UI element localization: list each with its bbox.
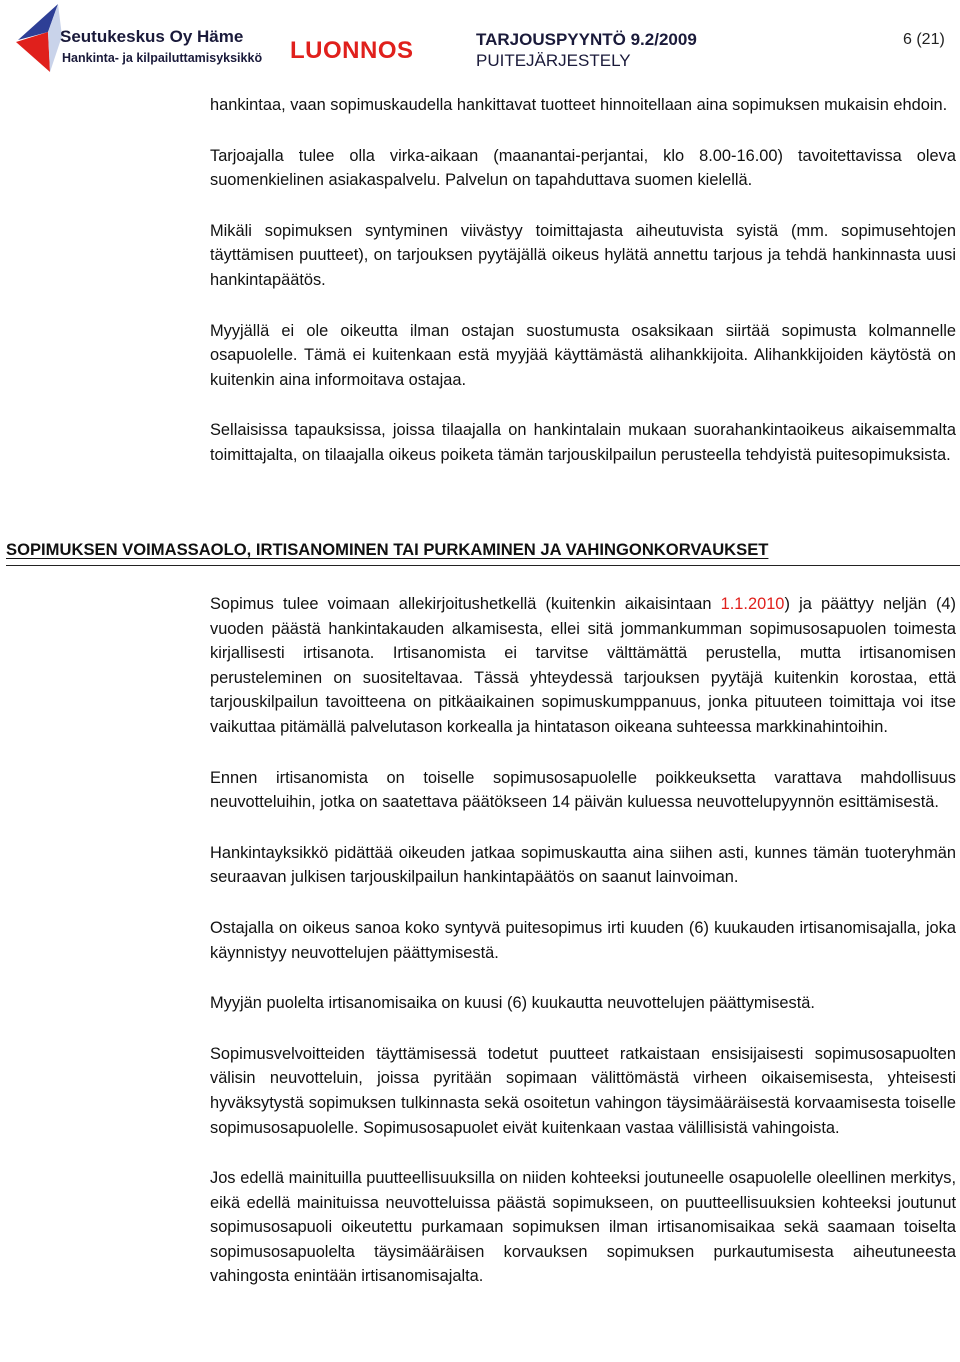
section-heading-text: SOPIMUKSEN VOIMASSAOLO, IRTISANOMINEN TAI PURKAMINEN JA VAHINGONKORVAUKSET bbox=[6, 540, 769, 559]
section-heading bbox=[6, 539, 960, 566]
body-section-2 bbox=[210, 592, 956, 1289]
paragraph-text: ) ja päättyy neljän (4) vuoden päästä hankintakauden alkamisesta, ellei sitä jommankumman sopimusosapuolen toimesta kirjallisesti irtisanota. Irtisanomista ei tarvitse välttämättä perustella, mutta irtisanomisen perusteleminen on suositeltavaa. Tässä yhteydessä tarjouksen pyytäjä kuitenkin korostaa, että tarjouskilpailun tavoitteena on pitkäaikainen sopimuskumppanuus, jonka pituuteen toimittaja voi itse vaikuttaa pitämällä palvelutason korkealla ja hintatason oikeana suhteessa markkinahintoihin. bbox=[210, 595, 956, 736]
paragraph: Hankintayksikkö pidättää oikeuden jatkaa sopimuskautta aina siihen asti, kunnes tämän tuoteryhmän seuraavan julkisen tarjouskilpailun hankintapäätös on saanut lainvoiman. bbox=[210, 843, 956, 887]
company-logo-icon bbox=[14, 2, 64, 74]
body-section-1 bbox=[210, 93, 956, 468]
paragraph: Jos edellä mainituilla puutteellisuuksilla on niiden kohteeksi joutuneelle osapuolelle oleellinen merkitys, eikä edellä mainituissa neuvotteluissa päästä sopimukseen, on puutteellisuuksien kohteeksi joutunut sopimusosapuoli oikeutettu purkamaan sopimuksen ilman irtisanomisaikaa sekä saamaan toiselta sopimusosapuolelta täysimääräisen korvauksen sopimuksen purkautumisesta aiheutuneesta vahingosta enintään irtisanomisajalta. bbox=[210, 1169, 956, 1286]
paragraph: Ennen irtisanomista on toiselle sopimusosapuolelle poikkeuksetta varattava mahdollisuus neuvotteluihin, jotka on saatettava päätökseen 14 päivän kuluessa neuvottelupyynnön esittämisestä. bbox=[210, 768, 956, 812]
page-header bbox=[0, 0, 960, 80]
draft-label: LUONNOS bbox=[290, 37, 414, 64]
paragraph: hankintaa, vaan sopimuskaudella hankittavat tuotteet hinnoitellaan aina sopimuksen mukaisin ehdoin. bbox=[210, 96, 948, 114]
paragraph: Ostajalla on oikeus sanoa koko syntyvä puitesopimus irti kuuden (6) kuukauden irtisanomisajalla, joka käynnistyy neuvottelujen päättymisestä. bbox=[210, 918, 956, 962]
paragraph: Sellaisissa tapauksissa, joissa tilaajalla on hankintalain mukaan suorahankintaoikeus aikaisemmalta toimittajalta, on tilaajalla oikeus poiketa tämän tarjouskilpailun perusteella tehdyistä puitesopimuksista. bbox=[210, 421, 956, 464]
page-number: 6 (21) bbox=[903, 31, 945, 48]
paragraph bbox=[210, 592, 956, 740]
paragraph: Tarjoajalla tulee olla virka-aikaan (maanantai-perjantai, klo 8.00-16.00) tavoitettavissa oleva suomenkielinen asiakaspalvelu. Palvelun on tapahduttava suomen kielellä. bbox=[210, 146, 956, 190]
organization-unit: Hankinta- ja kilpailuttamisyksikkö bbox=[62, 51, 263, 65]
organization-name: Seutukeskus Oy Häme bbox=[60, 27, 244, 46]
document-subtitle: PUITEJÄRJESTELY bbox=[476, 51, 631, 70]
paragraph: Sopimusvelvoitteiden täyttämisessä todetut puutteet ratkaistaan ensisijaisesti sopimusosapuolten välisin neuvotteluin, joissa pyritään sopimaan välittömästä virheen oikaisemisesta, yhteisesti hyväksytystä sopimuksen tulkinnasta sekä osoitetun vahingon täysimääräisestä korvaamisesta toiselle sopimusosapuolelle. Sopimusosapuolet eivät kuitenkaan vastaa välillisistä vahingoista. bbox=[210, 1044, 956, 1137]
paragraph: Myyjän puolelta irtisanomisaika on kuusi (6) kuukautta neuvottelujen päättymisestä. bbox=[210, 994, 815, 1013]
paragraph: Mikäli sopimuksen syntyminen viivästyy toimittajasta aiheutuvista syistä (mm. sopimusehtojen täyttämisen puutteet), on tarjouksen pyytäjällä oikeus hylätä annettu tarjous ja tehdä hankinnasta uusi hankintapäätös. bbox=[210, 221, 956, 289]
paragraph: Myyjällä ei ole oikeutta ilman ostajan suostumusta osaksikaan siirtää sopimusta kolmannelle osapuolelle. Tämä ei kuitenkaan estä myyjää käyttämästä alihankkijoita. Alihankkijoiden käytöstä on kuitenkin aina informoitava ostajaa. bbox=[210, 321, 956, 389]
effective-date: 1.1.2010 bbox=[720, 595, 785, 613]
paragraph-text: Sopimus tulee voimaan allekirjoitushetkellä (kuitenkin aikaisintaan bbox=[210, 595, 721, 613]
document-title: TARJOUSPYYNTÖ 9.2/2009 bbox=[476, 30, 697, 49]
